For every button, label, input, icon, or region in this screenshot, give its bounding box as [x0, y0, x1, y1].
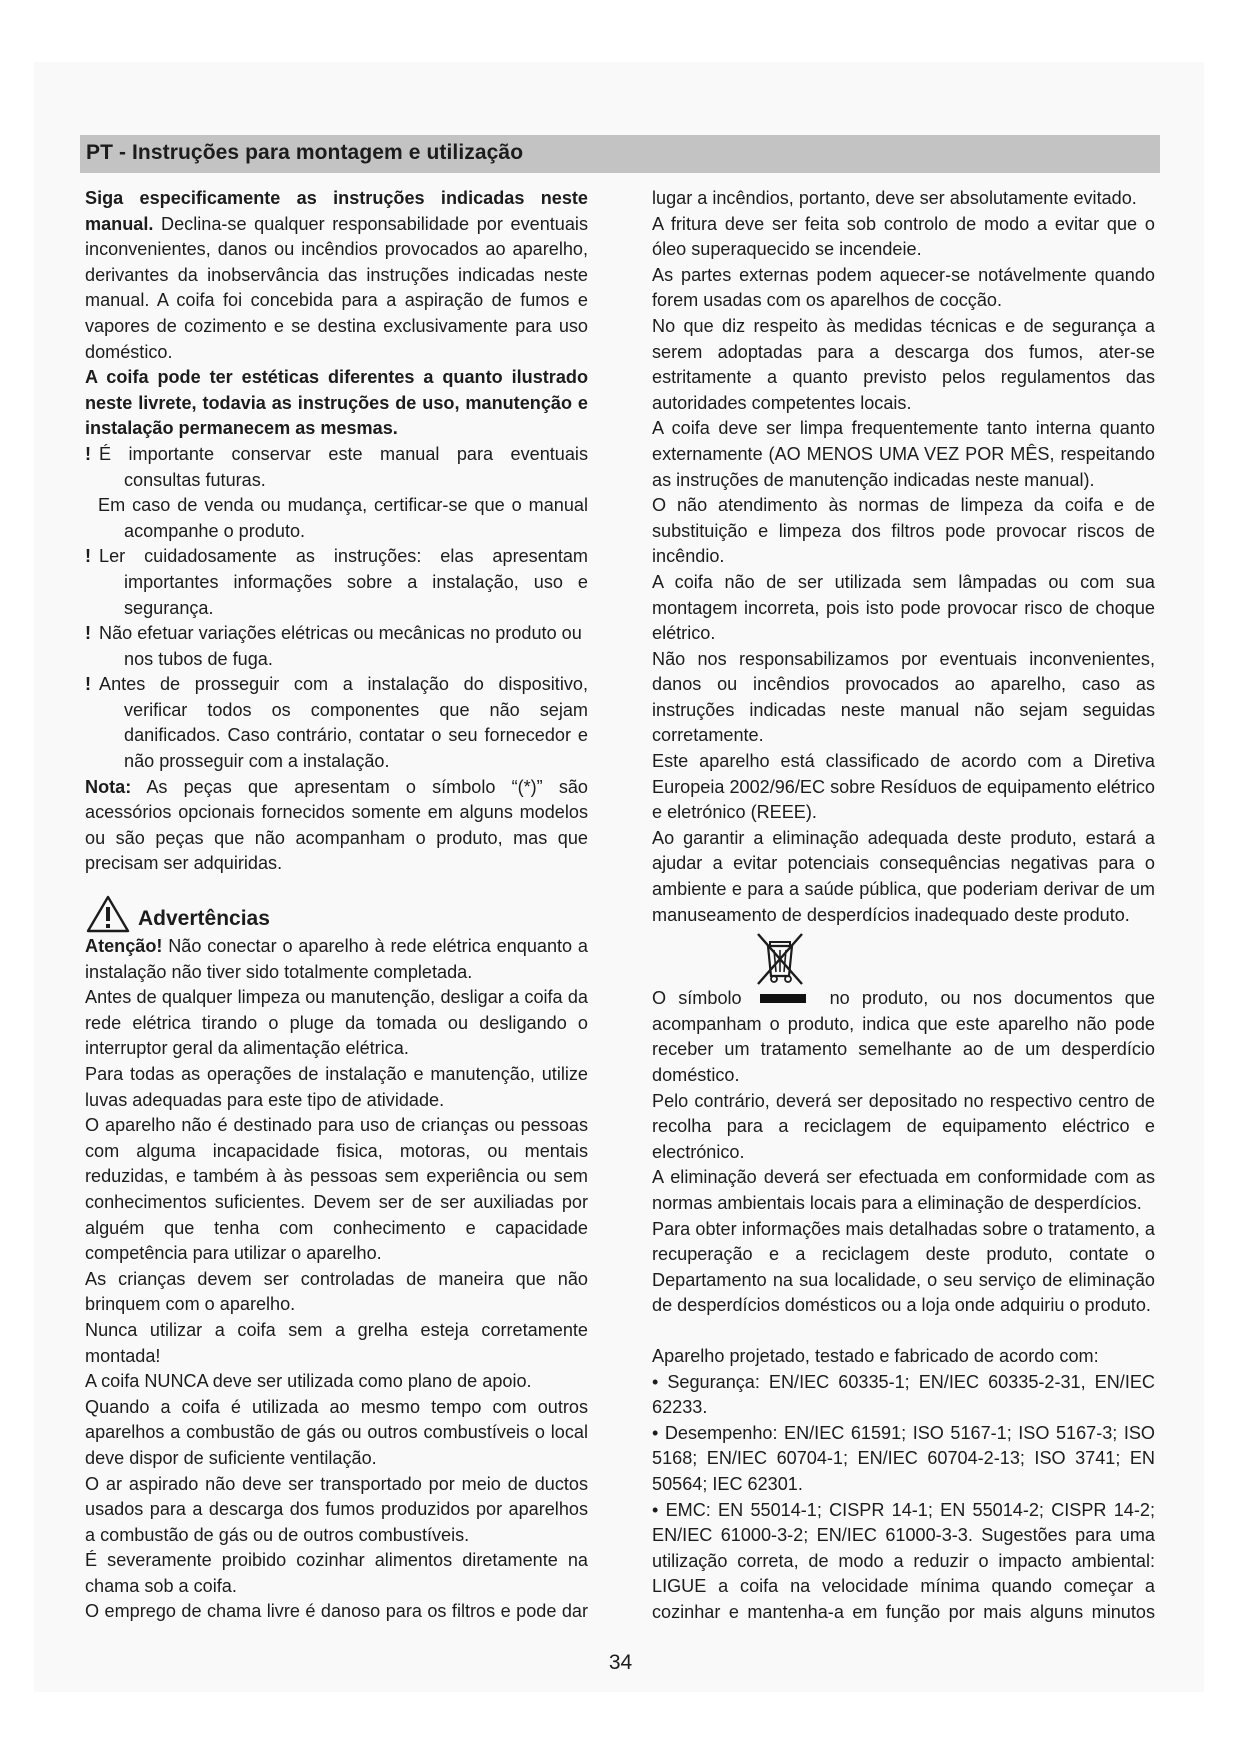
attention-label: Atenção!: [85, 936, 163, 957]
body-paragraph: As partes externas podem aquecer-se notávelmente quando forem usadas com os aparelhos de cocção.: [652, 264, 1155, 311]
standards-item: • Desempenho: EN/IEC 61591; ISO 5167-1; ISO 5167-3; ISO 5168; EN/IEC 60704-1; EN/IEC 60704-2-13; ISO 3741; EN 50564; IEC 62301.: [652, 1422, 1155, 1494]
warning-paragraph: O emprego de chama livre é danoso para os filtros e pode dar: [85, 1601, 588, 1622]
exclamation-icon: !: [85, 443, 92, 464]
note-text: As peças que apresentam o símbolo “(*)” são acessórios opcionais fornecidos somente em alguns modelos ou são peças que não acompanham o produto, mas que precisam ser adquiridas.: [85, 776, 588, 874]
left-column: [85, 186, 588, 1625]
note-paragraph: [85, 775, 588, 877]
intro-text: Declina-se qualquer responsabilidade por eventuais inconvenientes, danos ou incêndios provocados ao aparelho, derivantes da inobservância das instruções indicadas neste manual. A coifa foi concebida para a aspiração de fumos e vapores de cozimento e se destina exclusivamente para uso doméstico.: [85, 213, 588, 362]
body-paragraph: Pelo contrário, deverá ser depositado no respectivo centro de recolha para a reciclagem de equipamento eléctrico e electrónico.: [652, 1090, 1155, 1162]
warning-paragraph: Antes de qualquer limpeza ou manutenção, desligar a coifa da rede elétrica tirando o pluge da tomada ou desligando o interruptor geral da alimentação elétrica.: [85, 987, 588, 1059]
warning-paragraph: O aparelho não é destinado para uso de crianças ou pessoas com alguma incapacidade fisica, motoras, ou mentais reduzidas, e também à às pessoas sem experiência ou sem conhecimentos suficientes. Devem ser de ser auxiliadas por alguém que tenha com conhecimento e capacidade competência para utilizar o aparelho.: [85, 1115, 588, 1264]
standards-item: • EMC: EN 55014-1; CISPR 14-1; EN 55014-2; CISPR 14-2; EN/IEC 61000-3-2; EN/IEC 61000-3-3. Sugestões para uma utilização correta, de modo a reduzir o impacto ambiental: LIGUE a coifa na velocidade mínima quando começar a cozinhar e mantenha-a em função por mais alguns minutos: [652, 1499, 1155, 1622]
exclamation-icon: !: [85, 546, 92, 567]
aesthetics-paragraph: A coifa pode ter estéticas diferentes a quanto ilustrado neste livrete, todavia as instruções de uso, manutenção e instalação permanecem as mesmas.: [85, 367, 588, 439]
weee-symbol-row: [652, 928, 1155, 986]
warning-paragraph: O ar aspirado não deve ser transportado por meio de ductos usados para a descarga dos fumos produzidos por aparelhos a combustão de gás ou de outros combustíveis.: [85, 1473, 588, 1545]
bullet-2: ! Ler cuidadosamente as instruções: elas apresentam importantes informações sobre a instalação, uso e segurança.: [85, 546, 588, 618]
note-label: Nota:: [85, 776, 132, 797]
exclamation-icon: !: [85, 674, 92, 695]
exclamation-icon: !: [85, 623, 92, 644]
bullet-3: ! Não efetuar variações elétricas ou mecânicas no produto ou nos tubos de fuga.: [85, 623, 582, 669]
page-title: PT - Instruções para montagem e utilização: [86, 141, 524, 164]
warning-triangle-icon: [85, 894, 131, 934]
warning-paragraph: Nunca utilizar a coifa sem a grelha esteja corretamente montada!: [85, 1319, 588, 1366]
warning-paragraph: Quando a coifa é utilizada ao mesmo tempo com outros aparelhos a combustão de gás ou outros combustíveis o local deve dispor de suficiente ventilação.: [85, 1396, 588, 1468]
right-column: [652, 186, 1155, 1625]
warning-paragraph: A coifa NUNCA deve ser utilizada como plano de apoio.: [85, 1371, 532, 1392]
body-paragraph: A coifa deve ser limpa frequentemente tanto interna quanto externamente (AO MENOS UMA VEZ POR MÊS, respeitando as instruções de manutenção indicadas neste manual).: [652, 418, 1155, 490]
symbol-paragraph: O símbolo no produto, ou nos documentos que acompanham o produto, indica que este aparelho não pode receber um tratamento semelhante ao de um desperdício doméstico.: [652, 988, 1155, 1085]
weee-bar-icon: [760, 994, 806, 1003]
body-paragraph: No que diz respeito às medidas técnicas e de segurança a serem adoptadas para a descarga dos fumos, ater-se estritamente a quanto previsto pelos regulamentos das autoridades competentes locais.: [652, 315, 1155, 413]
warnings-title: Advertências: [138, 907, 270, 931]
body-paragraph: Este aparelho está classificado de acordo com a Diretiva Europeia 2002/96/EC sobre Resíduos de equipamento elétrico e eletrónico (REEE).: [652, 751, 1155, 823]
standards-item: • Segurança: EN/IEC 60335-1; EN/IEC 60335-2-31, EN/IEC 62233.: [652, 1371, 1155, 1418]
page-number: 34: [608, 1651, 633, 1674]
body-paragraph: Não nos responsabilizamos por eventuais inconvenientes, danos ou incêndios provocados ao aparelho, caso as instruções indicadas neste manual não sejam seguidas corretamente.: [652, 648, 1155, 746]
body-paragraph: A fritura deve ser feita sob controlo de modo a evitar que o óleo superaquecido se incendeie.: [652, 213, 1155, 260]
bullet-4: ! Antes de prosseguir com a instalação do dispositivo, verificar todos os componentes que não sejam danificados. Caso contrário, contatar o seu fornecedor e não prosseguir com a instalação.: [85, 674, 588, 772]
body-paragraph: lugar a incêndios, portanto, deve ser absolutamente evitado.: [652, 188, 1137, 208]
body-paragraph: A eliminação deverá ser efectuada em conformidade com as normas ambientais locais para a eliminação de desperdícios.: [652, 1167, 1155, 1213]
body-paragraph: Para obter informações mais detalhadas sobre o tratamento, a recuperação e a reciclagem deste produto, contate o Departamento na sua localidade, o seu serviço de eliminação de desperdícios domésticos ou a loja onde adquiriu o produto.: [652, 1218, 1155, 1316]
warnings-heading: [85, 894, 588, 934]
warning-paragraph: As crianças devem ser controladas de maneira que não brinquem com o aparelho.: [85, 1268, 588, 1315]
bullet-1: ! É importante conservar este manual para eventuais consultas futuras.: [85, 443, 588, 490]
standards-intro: Aparelho projetado, testado e fabricado de acordo com:: [652, 1345, 1099, 1366]
body-paragraph: A coifa não de ser utilizada sem lâmpadas ou com sua montagem incorreta, pois isto pode provocar risco de choque elétrico.: [652, 571, 1155, 644]
body-paragraph: O não atendimento às normas de limpeza da coifa e de substituição e limpeza dos filtros pode provocar riscos de incêndio.: [652, 495, 1155, 567]
intro-paragraph: [85, 186, 588, 365]
intro-bold: Siga especificamente as instruções indicadas neste manual.: [85, 188, 588, 234]
attention-paragraph: Atenção! Não conectar o aparelho à rede elétrica enquanto a instalação não tiver sido totalmente completada.: [85, 936, 588, 982]
bullet-1-continued: Em caso de venda ou mudança, certificar-se que o manual acompanhe o produto.: [98, 495, 588, 541]
body-paragraph: Ao garantir a eliminação adequada deste produto, estará a ajudar a evitar potenciais consequências negativas para o ambiente e para a saúde pública, que poderiam derivar de um manuseamento de desperdícios inadequado deste produto.: [652, 827, 1155, 925]
warning-paragraph: É severamente proibido cozinhar alimentos diretamente na chama sob a coifa.: [85, 1550, 588, 1596]
warning-paragraph: Para todas as operações de instalação e manutenção, utilize luvas adequadas para este tipo de atividade.: [85, 1064, 588, 1110]
crossed-bin-icon: [752, 930, 808, 994]
